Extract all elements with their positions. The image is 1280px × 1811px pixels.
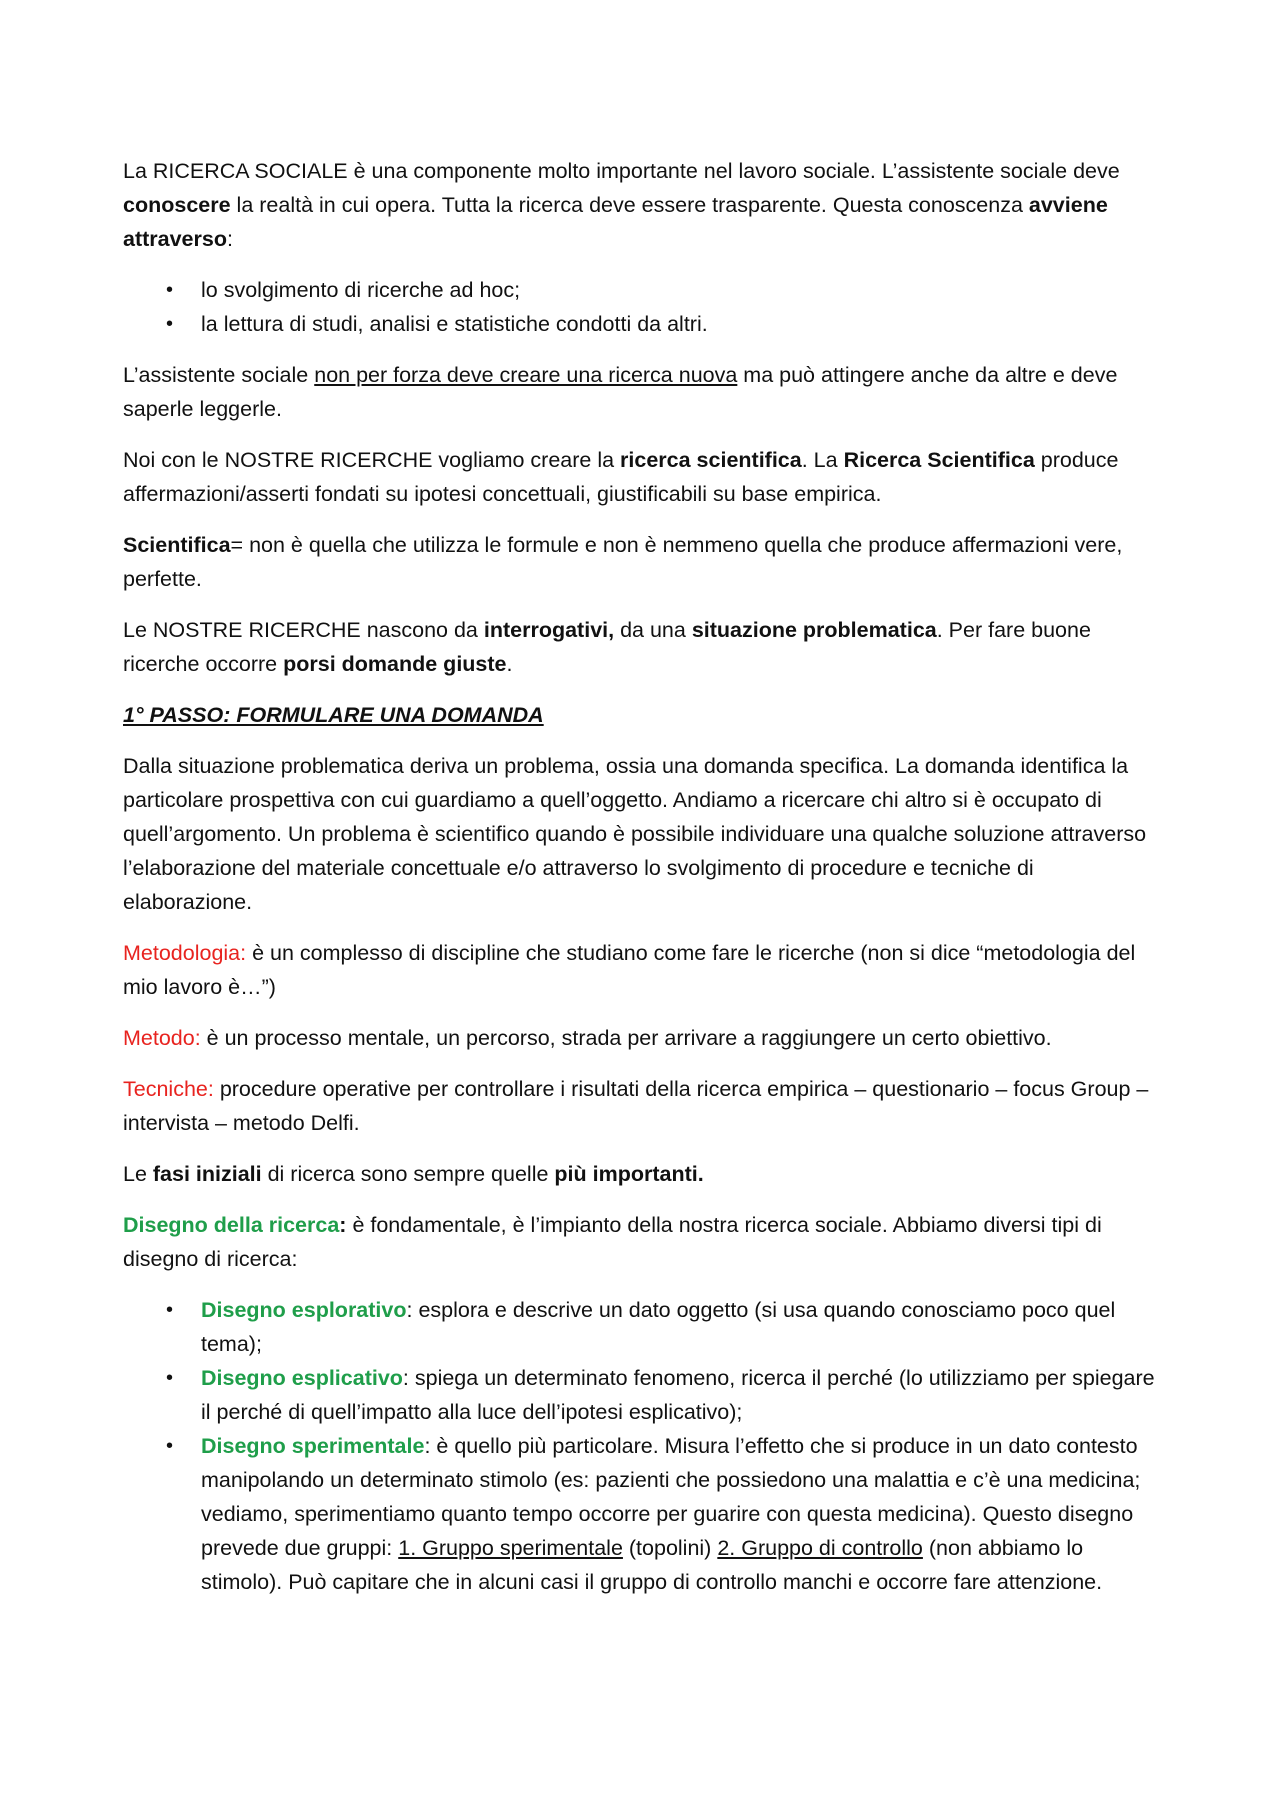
paragraph-ricerca-scientifica: Noi con le NOSTRE RICERCHE vogliamo creare la ricerca scientifica. La Ricerca Scientifica produce affermazioni/asserti fondati su ipotesi concettuali, giustificabili su base empirica. [123,448,1119,506]
definition-metodo: Metodo: è un processo mentale, un percorso, strada per arrivare a raggiungere un certo obiettivo. [123,1026,1052,1050]
paragraph-intro: La RICERCA SOCIALE è una componente molto importante nel lavoro sociale. L’assistente sociale deve conoscere la realtà in cui opera. Tutta la ricerca deve essere trasparente. Questa conoscenza avviene attraverso: [123,159,1120,251]
paragraph-interrogativi: Le NOSTRE RICERCHE nascono da interrogativi, da una situazione problematica. Per fare buone ricerche occorre porsi domande giuste. [123,618,1091,676]
paragraph-assistente: L’assistente sociale non per forza deve creare una ricerca nuova ma può attingere anche da altre e deve saperle leggerle. [123,363,1118,421]
list-item: • Disegno sperimentale: è quello più particolare. Misura l’effetto che si produce in un dato contesto manipolando un determinato stimolo (es: pazienti che possiedono una malattia e c’è una medicina; vediamo, sperimentiamo quanto tempo occorre per guarire con questa medicina). Questo disegno prevede due gruppi: 1. Gruppo sperimentale (topolini) 2. Gruppo di controllo (non abbiamo lo stimolo). Può capitare che in alcuni casi il gruppo di controllo manchi e occorre fare attenzione. [166,1434,1141,1594]
list-item: • la lettura di studi, analisi e statistiche condotti da altri. [166,312,708,336]
definition-metodologia: Metodologia: è un complesso di discipline che studiano come fare le ricerche (non si dice “metodologia del mio lavoro è…”) [123,941,1136,999]
paragraph-problema: Dalla situazione problematica deriva un problema, ossia una domanda specifica. La domanda identifica la particolare prospettiva con cui guardiamo a quell’oggetto. Andiamo a ricercare chi altro si è occupato di quell’argomento. Un problema è scientifico quando è possibile individuare una qualche soluzione attraverso l’elaborazione del materiale concettuale e/o attraverso lo svolgimento di procedure e tecniche di elaborazione. [123,754,1147,914]
definition-tecniche: Tecniche: procedure operative per controllare i risultati della ricerca empirica – questionario – focus Group – intervista – metodo Delfi. [123,1077,1149,1135]
list-item: • lo svolgimento di ricerche ad hoc; [166,278,521,302]
list-item: • Disegno esplicativo: spiega un determinato fenomeno, ricerca il perché (lo utilizziamo per spiegare il perché di quell’impatto alla luce dell’ipotesi esplicativo); [166,1366,1155,1424]
list-item: • Disegno esplorativo: esplora e descrive un dato oggetto (si usa quando conosciamo poco quel tema); [166,1298,1116,1356]
paragraph-fasi-iniziali: Le fasi iniziali di ricerca sono sempre quelle più importanti. [123,1162,704,1186]
step-heading: 1° PASSO: FORMULARE UNA DOMANDA [123,703,544,727]
paragraph-scientifica: Scientifica= non è quella che utilizza le formule e non è nemmeno quella che produce affermazioni vere, perfette. [123,533,1123,591]
list-disegni [123,1293,1165,1599]
list-knowledge-sources [123,273,1165,341]
paragraph-disegno-ricerca: Disegno della ricerca: è fondamentale, è l’impianto della nostra ricerca sociale. Abbiamo diversi tipi di disegno di ricerca: [123,1213,1102,1271]
